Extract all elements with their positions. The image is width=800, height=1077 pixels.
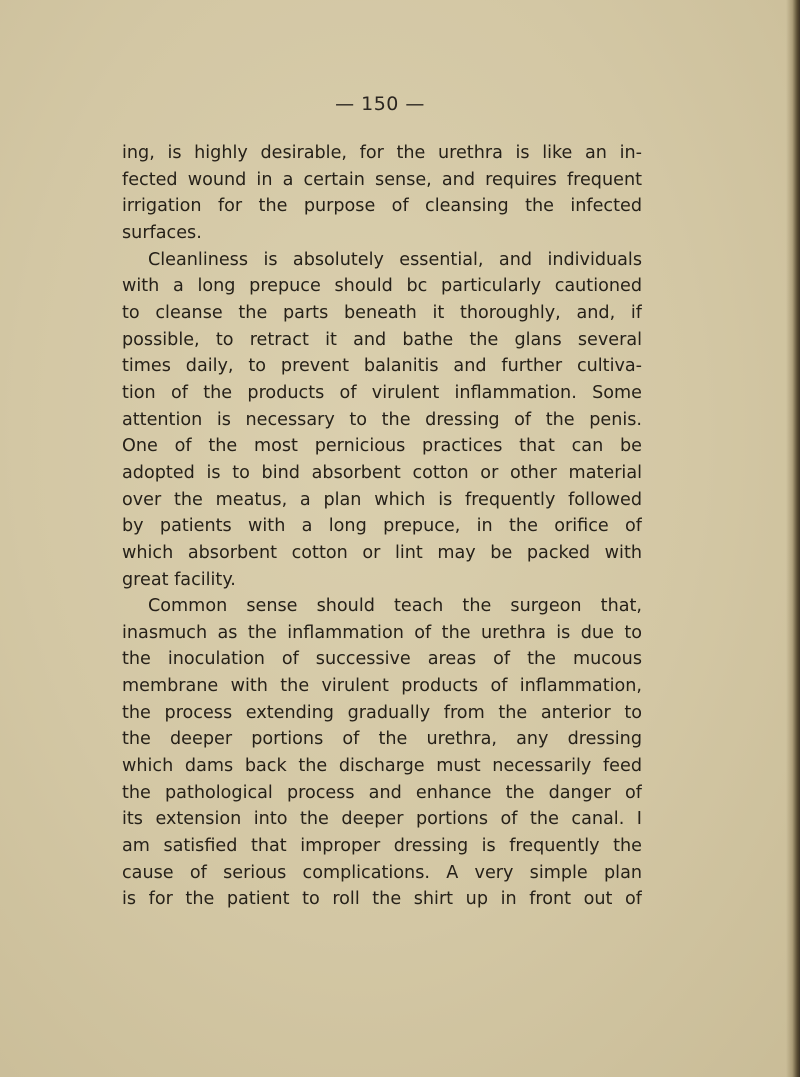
text-line: adopted is to bind absorbent cotton or other material xyxy=(122,462,642,483)
text-line: to cleanse the parts beneath it thoroughly, and, if xyxy=(122,302,642,323)
text-line: great facility. xyxy=(122,569,236,590)
text-line: the process extending gradually from the anterior to xyxy=(122,702,642,723)
text-line: possible, to retract it and bathe the glans several xyxy=(122,329,642,350)
text-line: fected wound in a certain sense, and requires frequent xyxy=(122,169,642,190)
text-line: attention is necessary to the dressing of the penis. xyxy=(122,409,642,430)
text-line: over the meatus, a plan which is frequently followed xyxy=(122,489,642,510)
text-line: inasmuch as the inflammation of the urethra is due to xyxy=(122,622,642,643)
text-line: cause of serious complications. A very simple plan xyxy=(122,862,642,883)
text-line: the deeper portions of the urethra, any dressing xyxy=(122,729,642,750)
text-line: One of the most pernicious practices that can be xyxy=(122,436,642,457)
body-text xyxy=(122,140,642,913)
text-line: is for the patient to roll the shirt up in front out of xyxy=(122,889,642,910)
text-line: membrane with the virulent products of inflammation, xyxy=(122,676,642,697)
text-line: Common sense should teach the surgeon that, xyxy=(148,596,642,617)
text-line: times daily, to prevent balanitis and further cultiva- xyxy=(122,356,642,377)
text-line: which dams back the discharge must necessarily feed xyxy=(122,756,642,777)
text-line: the pathological process and enhance the danger of xyxy=(122,782,642,803)
text-line: Cleanliness is absolutely essential, and individuals xyxy=(148,249,642,270)
text-line: irrigation for the purpose of cleansing the infected xyxy=(122,196,642,217)
text-line: with a long prepuce should bc particularly cautioned xyxy=(122,276,642,297)
text-line: the inoculation of successive areas of the mucous xyxy=(122,649,642,670)
text-line: ing, is highly desirable, for the urethra is like an in- xyxy=(122,143,642,163)
text-line: by patients with a long prepuce, in the orifice of xyxy=(122,516,642,537)
page-edge-shadow xyxy=(786,0,800,1077)
text-line: surfaces. xyxy=(122,222,202,243)
text-line: tion of the products of virulent inflammation. Some xyxy=(122,382,642,403)
text-line: which absorbent cotton or lint may be packed with xyxy=(122,542,642,563)
page-number: — 150 — xyxy=(335,93,425,115)
text-line: am satisfied that improper dressing is frequently the xyxy=(122,836,642,857)
text-line: its extension into the deeper portions of the canal. I xyxy=(122,809,642,830)
